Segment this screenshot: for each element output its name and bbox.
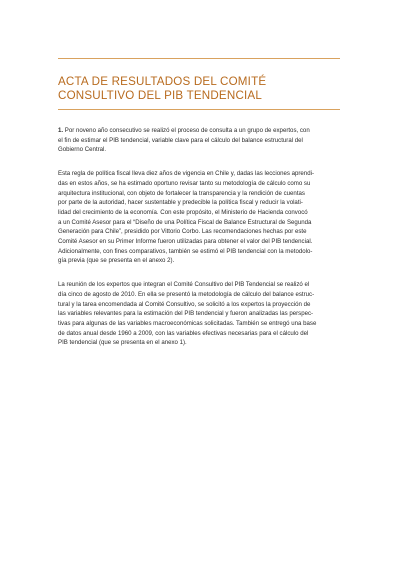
paragraph-1-line-1 (58, 126, 348, 136)
title-top-rule (58, 58, 340, 59)
paragraph-1 (58, 126, 348, 155)
document-body (58, 126, 348, 362)
paragraph-2-line-8: Comité Asesor en su Primer Informe fueron utilizadas para obtener el valor del PIB tendencial. (58, 238, 313, 246)
paragraph-1-line-3: Gobierno Central. (58, 146, 107, 154)
page-title (58, 75, 348, 103)
paragraph-2-line-5: lidad del crecimiento de la economía. Con este propósito, el Ministerio de Hacienda convocó (58, 208, 308, 216)
paragraph-2-line-7: Generación para Chile”, presidido por Vittorio Corbo. Las recomendaciones hechas por este (58, 228, 307, 236)
paragraph-3-line-2: día cinco de agosto de 2010. En ella se presentó la metodología de cálculo del balance estruc- (58, 290, 315, 298)
paragraph-3 (58, 280, 348, 348)
paragraph-2-line-1: Esta regla de política fiscal lleva diez años de vigencia en Chile y, dadas las lecciones aprendi- (58, 170, 314, 178)
paragraph-2-line-4: por parte de la autoridad, hacer sustentable y predecible la política fiscal y reducir la volati- (58, 199, 303, 207)
title-line-2: CONSULTIVO DEL PIB TENDENCIAL (58, 89, 263, 102)
title-bottom-rule (58, 109, 340, 110)
paragraph-2-line-3: arquitectura institucional, con objeto de fortalecer la transparencia y la rendición de cuentas (58, 189, 305, 197)
paragraph-3-line-4: las variables relevantes para la estimación del PIB tendencial y fueron analizadas las perspec- (58, 310, 314, 318)
paragraph-1-line-1-text: Por noveno año consecutivo se realizó el proceso de consulta a un grupo de expertos, con (63, 127, 310, 134)
title-line-1: ACTA DE RESULTADOS DEL COMITÉ (58, 75, 267, 88)
paragraph-3-line-3: tural y la tarea encomendada al Comité Consultivo, se solicitó a los expertos la proyección de (58, 300, 311, 308)
paragraph-1-line-2: el fin de estimar el PIB tendencial, variable clave para el cálculo del balance estructural del (58, 136, 303, 144)
paragraph-2-line-9: Adicionalmente, con fines comparativos, también se estimó el PIB tendencial con la metodolo- (58, 247, 313, 255)
paragraph-2-line-10: gía previa (que se presenta en el anexo 2). (58, 257, 175, 265)
paragraph-3-line-1: La reunión de los expertos que integran el Comité Consultivo del PIB Tendencial se realizó el (58, 281, 310, 289)
paragraph-3-line-7: PIB tendencial (que se presenta en el anexo 1). (58, 339, 187, 347)
paragraph-2-line-2: das en estos años, se ha estimado oportuno revisar tanto su metodología de cálculo como su (58, 179, 311, 187)
section-number: 1. (58, 127, 64, 134)
paragraph-2-line-6: a un Comité Asesor para el “Diseño de una Política Fiscal de Balance Estructural de Segunda (58, 218, 312, 226)
paragraph-2 (58, 169, 348, 266)
paragraph-3-line-5: tivas para algunas de las variables macroeconómicas solicitadas. También se entregó una base (58, 319, 317, 327)
paragraph-3-line-6: de datos anual desde 1960 a 2009, con las variables efectivas necesarias para el cálculo del (58, 329, 309, 337)
